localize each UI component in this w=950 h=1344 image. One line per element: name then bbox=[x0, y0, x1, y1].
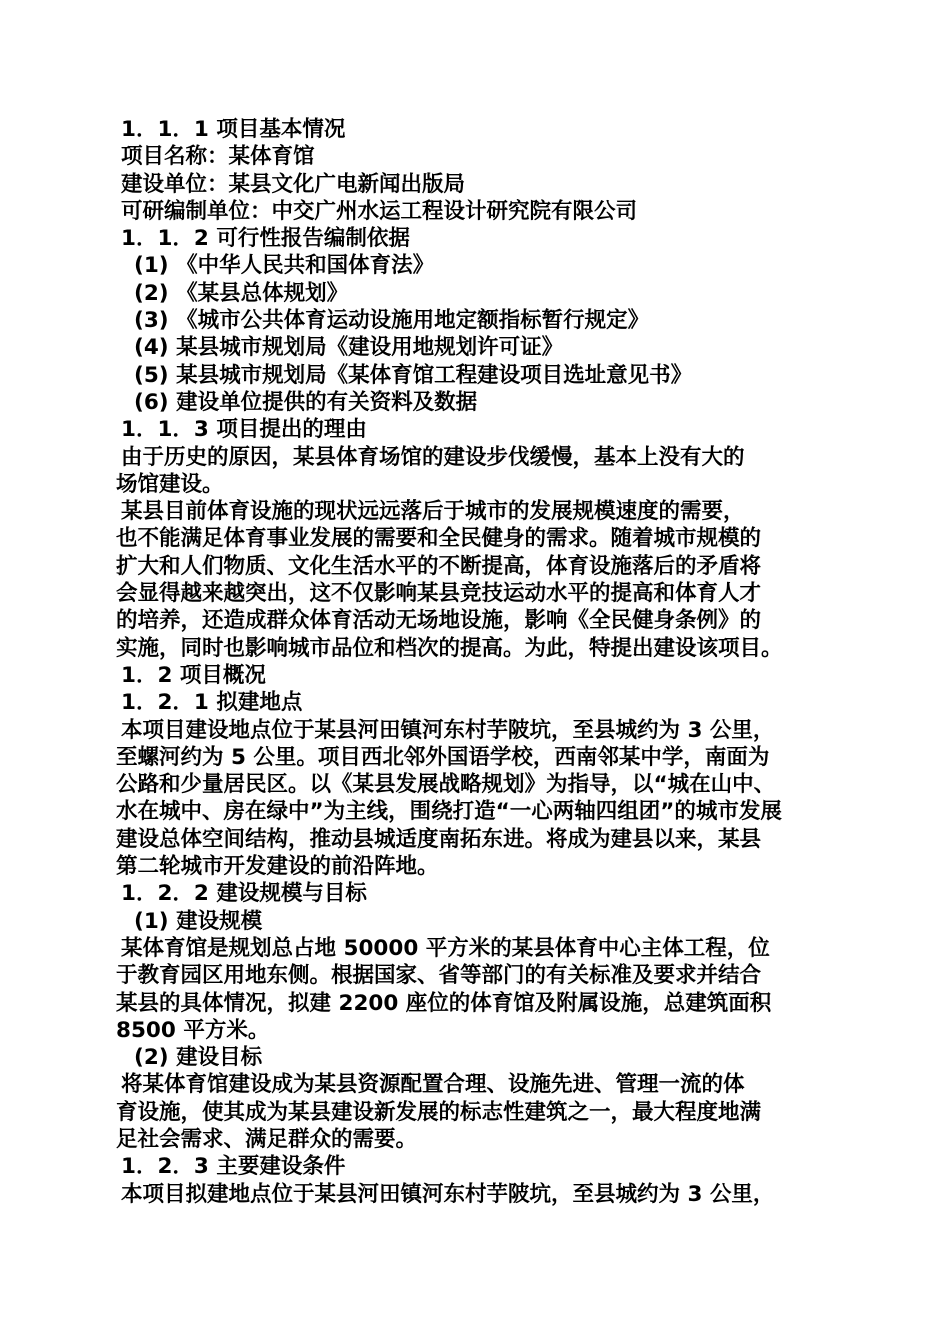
text-line: 可研编制单位：中交广州水运工程设计研究院有限公司 bbox=[121, 198, 638, 224]
text-line: (2) 《某县总体规划》 bbox=[134, 280, 349, 306]
text-line: 由于历史的原因，某县体育场馆的建设步伐缓慢，基本上没有大的 bbox=[121, 444, 745, 470]
text-line: 某体育馆是规划总占地 50000 平方米的某县体育中心主体工程，位 bbox=[121, 935, 770, 961]
text-line: 1．2．1 拟建地点 bbox=[121, 690, 303, 716]
text-line: 建设单位：某县文化广电新闻出版局 bbox=[121, 171, 466, 197]
text-line: 建设总体空间结构，推动县城适度南拓东进。将成为建县以来，某县 bbox=[116, 826, 762, 852]
text-line: 也不能满足体育事业发展的需要和全民健身的需求。随着城市规模的 bbox=[116, 526, 762, 552]
text-line: (6) 建设单位提供的有关资料及数据 bbox=[134, 389, 478, 415]
text-line: 第二轮城市开发建设的前沿阵地。 bbox=[116, 854, 439, 880]
text-line: 1．2．3 主要建设条件 bbox=[121, 1154, 346, 1180]
text-line: (2) 建设目标 bbox=[134, 1045, 263, 1071]
text-line: (5) 某县城市规划局《某体育馆工程建设项目选址意见书》 bbox=[134, 362, 693, 388]
text-line: 本项目建设地点位于某县河田镇河东村芋陂坑，至县城约为 3 公里， bbox=[121, 717, 775, 743]
text-line: 至螺河约为 5 公里。项目西北邻外国语学校，西南邻某中学，南面为 bbox=[116, 744, 770, 770]
text-line: (1) 建设规模 bbox=[134, 908, 263, 934]
text-line: 会显得越来越突出，这不仅影响某县竞技运动水平的提高和体育人才 bbox=[116, 581, 762, 607]
text-line: 足社会需求、满足群众的需要。 bbox=[116, 1126, 418, 1152]
text-line: 1．1．1 项目基本情况 bbox=[121, 117, 346, 142]
text-line: (3) 《城市公共体育运动设施用地定额指标暂行规定》 bbox=[134, 308, 650, 334]
text-line: 的培养，还造成群众体育活动无场地设施，影响《全民健身条例》的 bbox=[116, 608, 762, 634]
text-line: 水在城中、房在绿中”为主线，围绕打造“一心两轴四组团”的城市发展 bbox=[116, 799, 782, 825]
text-line: 1．2．2 建设规模与目标 bbox=[121, 881, 367, 907]
text-line: 扩大和人们物质、文化生活水平的不断提高，体育设施落后的矛盾将 bbox=[116, 553, 762, 579]
text-line: 场馆建设。 bbox=[116, 471, 224, 497]
text-line: 1．1．3 项目提出的理由 bbox=[121, 417, 367, 443]
text-line: 实施，同时也影响城市品位和档次的提高。为此，特提出建设该项目。 bbox=[116, 635, 783, 661]
text-line: 某县目前体育设施的现状远远落后于城市的发展规模速度的需要， bbox=[121, 499, 745, 525]
text-line: 项目名称：某体育馆 bbox=[121, 144, 315, 170]
text-line: 1．1．2 可行性报告编制依据 bbox=[121, 226, 410, 252]
text-line: 某县的具体情况，拟建 2200 座位的体育馆及附属设施，总建筑面积 bbox=[116, 990, 772, 1016]
text-line: 本项目拟建地点位于某县河田镇河东村芋陂坑，至县城约为 3 公里， bbox=[121, 1181, 775, 1207]
text-line: (4) 某县城市规划局《建设用地规划许可证》 bbox=[134, 335, 564, 361]
text-line: 公路和少量居民区。以《某县发展战略规划》为指导，以“城在山中、 bbox=[116, 772, 776, 798]
text-line: 于教育园区用地东侧。根据国家、省等部门的有关标准及要求并结合 bbox=[116, 963, 762, 989]
document-body bbox=[116, 116, 846, 1208]
text-line: 1．2 项目概况 bbox=[121, 662, 266, 688]
text-line: 8500 平方米。 bbox=[116, 1017, 270, 1043]
text-line: (1) 《中华人民共和国体育法》 bbox=[134, 253, 435, 279]
text-line: 将某体育馆建设成为某县资源配置合理、设施先进、管理一流的体 bbox=[121, 1072, 745, 1098]
text-line: 育设施，使其成为某县建设新发展的标志性建筑之一，最大程度地满 bbox=[116, 1099, 762, 1125]
